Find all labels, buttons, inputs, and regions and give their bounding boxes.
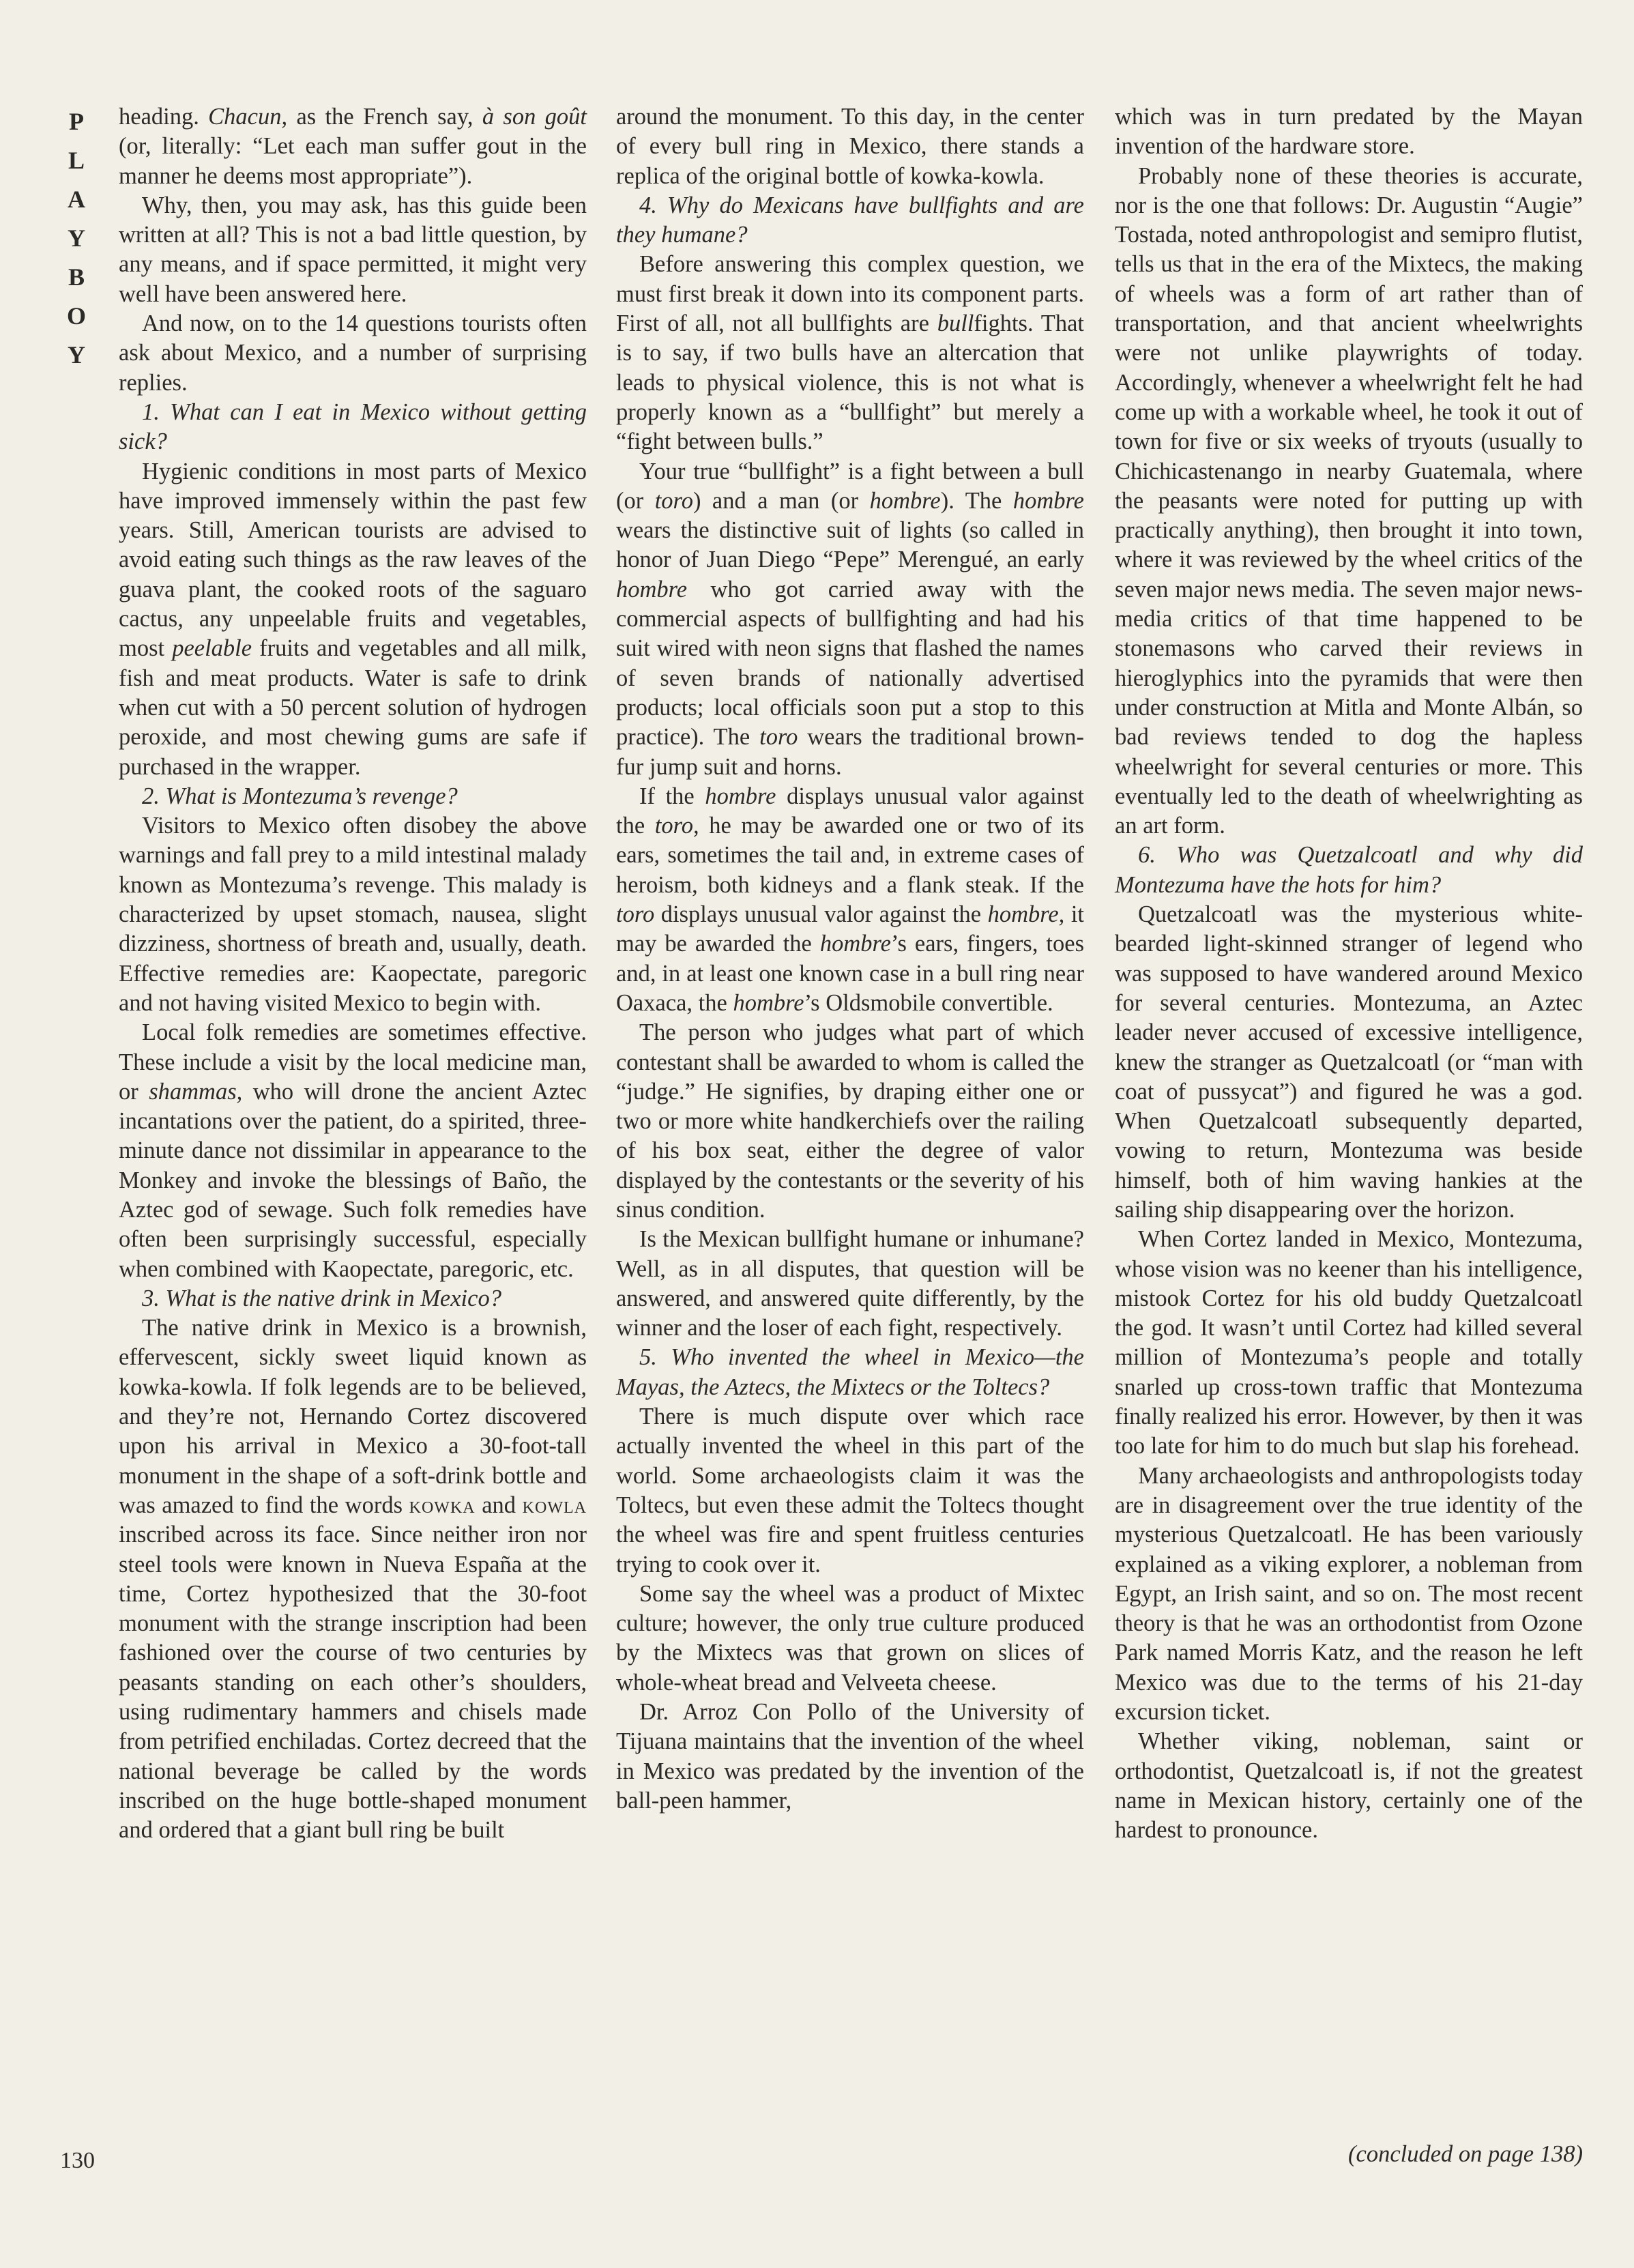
italic-text: hombre [819,931,891,957]
text-run: Dr. Arroz Con Pollo of the University of Tijuana maintains that the invention of the wheel in Mexico was predated by the invention of the ball-peen hammer, [616,1699,1084,1814]
italic-text: Chacun, [208,104,288,130]
text-run: ) and a man (or [692,487,870,514]
body-paragraph [1115,900,1583,1225]
text-run: and [475,1492,523,1518]
body-paragraph [1115,1462,1583,1728]
question-heading [616,1343,1084,1402]
text-run: And now, on to the 14 questions tourists often ask about Mexico, and a number of surprising replies. [119,310,587,396]
italic-text: peelable [172,635,252,662]
text-column-3 [1115,102,1583,1846]
question-heading [119,782,587,811]
italic-text: toro [616,901,655,928]
text-run: who got carried away with the commercial aspects of bullfighting and had his suit wired with neon signs that flashed the names of seven brands of nationally advertised products; local officials soon put a stop to this practice). The [616,576,1084,751]
text-run: 4. Why do Mexicans have bullfights and are they humane? [616,192,1084,248]
question-heading [119,1284,587,1313]
body-paragraph [119,1313,587,1845]
text-run: Why, then, you may ask, has this guide been written at all? This is not a bad little question, by any means, and if space permitted, it might very well have been answered here. [119,192,587,307]
text-run: The native drink in Mexico is a brownish, effervescent, sickly sweet liquid known as kowka-kowla. If folk legends are to be believed, and they’re not, Hernando Cortez discovered upon his arrival in Mexico a 30-foot-tall monument in the shape of a soft-drink bottle and was amazed to find the words [119,1315,587,1518]
body-paragraph [616,1402,1084,1580]
text-run: Quetzalcoatl was the mysterious white-bearded light-skinned stranger of legend who was supposed to have wandered around Mexico for several centuries. Montezuma, an Aztec leader never accused of excessive intelligence, knew the stranger as Quetzalcoatl (or “man with coat of pussycat”) and figured he was a god. When Quetzalcoatl subsequently departed, vowing to return, Montezuma was beside himself, both of him waving hankies at the sailing ship disappearing over the horizon. [1115,901,1583,1223]
text-run: 6. Who was Quetzalcoatl and why did Montezuma have the hots for him? [1115,842,1583,898]
text-run: displays unusual valor against the [616,783,1084,839]
logo-letter: A [68,186,85,213]
body-paragraph [119,191,587,309]
text-run: ’s ears, fingers, toes and, in at least one known case in a bull ring near Oaxaca, the [616,931,1085,1016]
question-heading [1115,841,1583,900]
italic-text: hombre [733,989,804,1016]
italic-text: hombre [616,576,688,602]
question-heading [616,191,1084,250]
logo-letter: Y [68,224,85,252]
text-run: Some say the wheel was a product of Mixtec culture; however, the only true culture produced by the Mixtecs was that grown on slices of whole-wheat bread and Velveeta cheese. [616,1580,1084,1696]
small-caps-text: kowla [522,1492,587,1518]
text-run: inscribed across its face. Since neither iron nor steel tools were known in Nueva España at the time, Cortez hypothesized that the 30-foot monument with the strange inscription had been fashioned over the course of two centuries by peasants standing on each other’s shoulders, using rudimentary hammers and chisels made from petrified enchiladas. Cortez decreed that the national beverage be called by the words inscribed on the huge bottle-shaped monument and ordered that a giant bull ring be built [119,1522,587,1844]
logo-letter: P [69,108,84,135]
text-run: (or, literally: “Let each man suffer gout in the manner he deems most appropriate”). [119,133,587,189]
logo-letter: L [68,147,85,174]
italic-text: hombre, [987,901,1065,928]
italic-text: toro [654,487,693,514]
text-run: There is much dispute over which race actually invented the wheel in this part of the world. Some archaeologists claim it was the Toltecs, but even these admit the Toltecs thought the wheel was fire and spent fruitless centuries trying to cook over it. [616,1404,1084,1578]
body-paragraph [616,782,1084,1018]
page-number: 130 [60,2148,95,2173]
continuation-note: (concluded on page 138) [1348,2141,1583,2167]
text-run: Probably none of these theories is accurate, nor is the one that follows: Dr. Augustin “Augie” Tostada, noted anthropologist and semipro flutist, tells us that in the era of the Mixtecs, the making of wheels was a form of art rather than of transportation, and that ancient wheelwrights were not unlike playwrights of today. Accordingly, whenever a wheelwright felt he had come up with a workable wheel, he took it out of town for five or six weeks of tryouts (usually to Chichicastenango in nearby Guatemala, where the peasants were noted for putting up with practically anything), then brought it into town, where it was reviewed by the wheel critics of the seven major news media. The seven major news-media critics of that time happened to be stonemasons who carved their reviews in hieroglyphics into the pyramids that were then under construction at Mitla and Monte Albán, so bad reviews tended to dog the hapless wheelwright for several centuries or more. This eventually led to the death of wheelwrighting as an art form. [1115,162,1583,839]
italic-text: hombre [1012,487,1084,514]
body-paragraph [119,811,587,1018]
body-paragraph [1115,1727,1583,1845]
body-paragraph [616,1018,1084,1225]
text-run: ). The [940,487,1013,514]
body-paragraph [1115,162,1583,841]
italic-text: à son goût [482,104,587,130]
continued-paragraph [616,102,1084,191]
magazine-logo [56,102,97,375]
body-paragraph [616,1225,1084,1343]
text-run: fights. That is to say, if two bulls have an altercation that leads to physical violence, this is not what is properly known as a “bullfight” but merely a “fight between bulls.” [616,310,1085,455]
text-run: it may be awarded the [616,901,1085,957]
italic-text: hombre [705,783,776,809]
text-run: 2. What is Montezuma’s revenge? [142,783,458,809]
text-run: Many archaeologists and anthropologists today are in disagreement over the true identity of the mysterious Quetzalcoatl. He has been variously explained as a viking explorer, a nobleman from Egypt, an Irish saint, and so on. The most recent theory is that he was an orthodontist from Ozone Park named Morris Katz, and the reason he left Mexico was due to the terms of his 21-day excursion ticket. [1115,1462,1583,1726]
text-run: Whether viking, nobleman, saint or orthodontist, Quetzalcoatl is, if not the greatest name in Mexican history, certainly one of the hardest to pronounce. [1115,1728,1583,1844]
text-run: around the monument. To this day, in the center of every bull ring in Mexico, there stands a replica of the original bottle of kowka-kowla. [616,104,1084,189]
text-run: wears the distinctive suit of lights (so called in honor of Juan Diego “Pepe” Merengué, an early [616,517,1084,573]
text-run: If the [639,783,705,809]
text-run: displays unusual valor against the [654,901,988,928]
text-run: wears the traditional brown-fur jump suit and horns. [616,724,1084,780]
text-run: as the French say, [287,104,482,130]
text-run: who will drone the ancient Aztec incantations over the patient, do a spirited, three-minute dance not dissimilar in appearance to the Monkey and invoke the blessings of Baño, the Aztec god of sewage. Such folk remedies have often been surprisingly successful, especially when combined with Kaopectate, paregoric, etc. [119,1078,587,1282]
continued-paragraph [119,102,587,191]
logo-letter: B [68,263,85,291]
continued-paragraph [1115,102,1583,162]
logo-letter: O [66,302,86,330]
body-paragraph [119,309,587,398]
text-run: 3. What is the native drink in Mexico? [142,1285,501,1311]
italic-text: toro, [654,813,699,839]
text-run: Before answering this complex question, we must first break it down into its component parts. First of all, not all bullfights are [616,251,1084,337]
body-paragraph [119,457,587,782]
text-run: Is the Mexican bullfight humane or inhumane? Well, as in all disputes, that question will be answered, and answered quite differently, by the winner and the loser of each fight, respectively. [616,1226,1084,1341]
text-run: The person who judges what part of which contestant shall be awarded to whom is called the “judge.” He signifies, by draping either one or two or more white handkerchiefs over the railing of his box seat, either the degree of valor displayed by the contestants or the severity of his sinus condition. [616,1019,1084,1223]
italic-text: toro [759,724,798,751]
body-paragraph [616,457,1084,782]
text-run: heading. [119,104,209,130]
small-caps-text: kowka [409,1492,476,1518]
italic-text: hombre [869,487,941,514]
text-run: which was in turn predated by the Mayan invention of the hardware store. [1115,104,1583,160]
body-paragraph [616,250,1084,456]
body-paragraph [616,1698,1084,1816]
italic-text: shammas, [149,1078,243,1105]
question-heading [119,398,587,457]
body-paragraph [1115,1225,1583,1461]
text-run: he may be awarded one or two of its ears, sometimes the tail and, in extreme cases of heroism, both kidneys and a flank steak. If the [616,813,1084,898]
text-run: Hygienic conditions in most parts of Mexico have improved immensely within the past few years. Still, American tourists are advised to avoid eating such things as the raw leaves of the guava plant, the cooked roots of the saguaro cactus, any unpeelable fruits and vegetables, most [119,458,587,662]
logo-letter: Y [68,341,85,368]
text-column-1 [119,102,587,1846]
italic-text: bull [937,310,974,337]
text-column-2 [616,102,1084,1816]
text-run: ’s Oldsmobile convertible. [804,989,1053,1016]
text-run: Your true “bullfight” is a fight between a bull (or [616,458,1084,514]
text-run: When Cortez landed in Mexico, Montezuma, whose vision was no keener than his intelligence, mistook Cortez for his old buddy Quetzalcoatl the god. It wasn’t until Cortez had killed several million of Montezuma’s people and totally snarled up cross-town traffic that Montezuma finally realized his error. However, by then it was too late for him to do much but slap his forehead. [1115,1226,1583,1459]
text-run: 1. What can I eat in Mexico without getting sick? [119,398,587,455]
text-run: 5. Who invented the wheel in Mexico—the Mayas, the Aztecs, the Mixtecs or the Toltecs? [616,1344,1084,1400]
text-run: Visitors to Mexico often disobey the above warnings and fall prey to a mild intestinal malady known as Montezuma’s revenge. This malady is characterized by upset stomach, nausea, slight dizziness, shortness of breath and, usually, death. Effective remedies are: Kaopectate, paregoric and not having visited Mexico to begin with. [119,813,587,1016]
text-run: Local folk remedies are sometimes effective. These include a visit by the local medicine man, or [119,1019,587,1105]
text-run: fruits and vegetables and all milk, fish and meat products. Water is safe to drink when cut with a 50 percent solution of hydrogen peroxide, and most chewing gums are safe if purchased in the wrapper. [119,635,587,780]
body-paragraph [119,1018,587,1284]
body-paragraph [616,1580,1084,1698]
